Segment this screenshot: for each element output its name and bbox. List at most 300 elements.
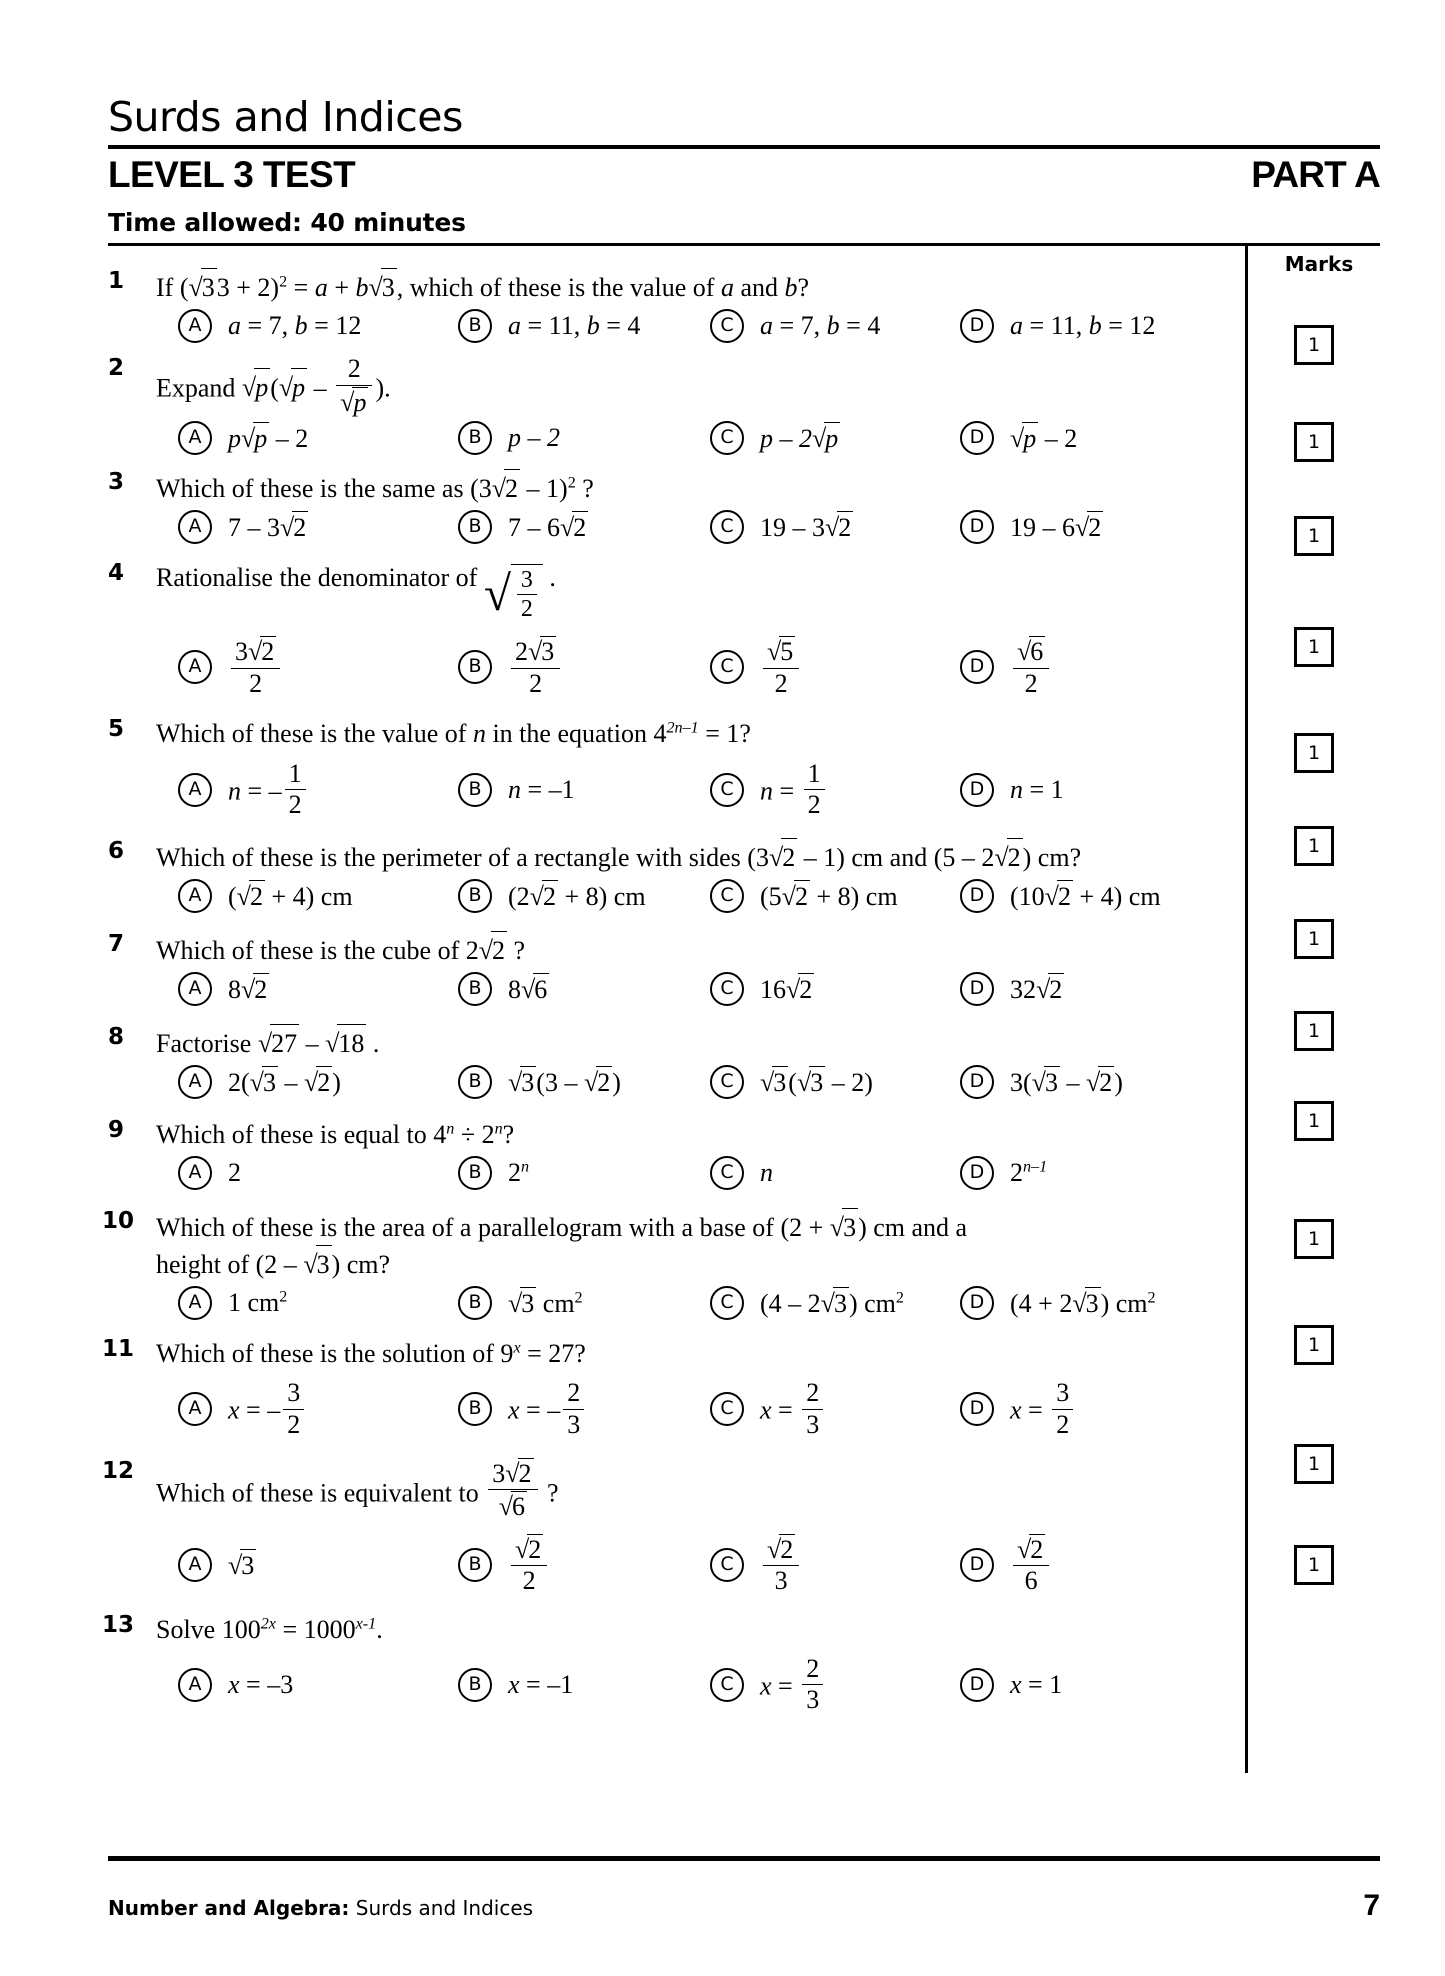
option-b-text: p – 2 [508,423,560,453]
question-text: Rationalise the denominator of √ $\frac{3}{2}$ . [156,563,556,623]
mark-box-q12[interactable]: 1 [1294,1444,1334,1484]
option-bubble-b[interactable]: B [458,1065,492,1099]
option-d-text: x = $\frac{3}{2}$ [1010,1379,1076,1439]
page-header [108,93,1380,246]
option-bubble-d[interactable]: D [960,1668,994,1702]
sqrt-icon: √2 [1044,881,1071,911]
sqrt-icon: √2 [241,974,268,1004]
option-c[interactable] [710,1065,960,1099]
q10-line1a: Which of these is the area of a parallelogram with a base of (2 + [156,1213,830,1243]
sqrt-icon: √2 [769,838,797,875]
option-bubble-a[interactable]: A [178,510,212,544]
sqrt-icon: √3 [249,1067,276,1097]
fraction: $\frac{2}{3}$ [802,1379,823,1439]
sqrt-icon: √3 [508,1067,535,1097]
option-a-text: a = 7, b = 12 [228,311,362,341]
option-a[interactable] [178,1286,458,1320]
option-c-text: a = 7, b = 4 [760,311,881,341]
option-b[interactable] [458,879,710,913]
fraction: $\frac{3}{2}$ [517,567,537,623]
option-bubble-c[interactable]: C [710,1548,744,1582]
question-text: Which of these is the area of a parallelogram with a base of (2 + √3) cm and a [152,1208,1245,1245]
option-bubble-b[interactable]: B [458,650,492,684]
sqrt-icon: √p [242,368,270,405]
q7-lead: Which of these is the cube of 2 [156,935,479,965]
mark-box-q2[interactable]: 1 [1294,422,1334,462]
option-c-text: x = $\frac{2}{3}$ [760,1655,826,1715]
option-d[interactable] [960,1065,1220,1099]
marks-column [1248,246,1380,1773]
option-a[interactable] [178,972,458,1006]
option-a[interactable] [178,879,458,913]
sqrt-icon: √2 [515,1534,542,1564]
option-b[interactable] [458,1534,710,1596]
option-a[interactable] [178,1065,458,1099]
option-a-text: (√2 + 4) cm [228,881,353,911]
option-bubble-d[interactable]: D [960,879,994,913]
mark-box-q13[interactable]: 1 [1294,1545,1334,1585]
mark-box-q1[interactable]: 1 [1294,325,1334,365]
question-5 [108,716,1245,819]
option-b[interactable] [458,309,710,343]
sqrt-icon: √27 [258,1024,299,1061]
question-3 [108,469,1245,544]
sqrt-icon: √6 [1017,637,1044,667]
option-b[interactable] [458,421,710,455]
option-d-text: 32√2 [1010,974,1063,1004]
question-number: 12 [102,1457,135,1484]
option-bubble-c[interactable]: C [710,879,744,913]
q1-text-a: If ( [156,273,189,303]
option-bubble-b[interactable]: B [458,309,492,343]
option-a-text: n = – $\frac{1}{2}$ [228,760,309,820]
option-b-text [508,1534,550,1596]
option-a[interactable] [178,510,458,544]
option-c[interactable] [710,1286,960,1320]
option-row [152,752,1245,820]
q3-lead: Which of these is the same as (3 [156,474,492,504]
option-c-text: x = $\frac{2}{3}$ [760,1379,826,1439]
option-bubble-d[interactable]: D [960,1065,994,1099]
option-a-text: 2 [228,1158,241,1188]
sqrt-icon: √2 [786,974,813,1004]
option-bubble-a[interactable]: A [178,879,212,913]
option-bubble-b[interactable]: B [458,972,492,1006]
option-row [152,875,1245,913]
mark-box-q3[interactable]: 1 [1294,516,1334,556]
q9-lead: Which of these is equal to 4 [156,1119,447,1149]
option-row [152,1522,1245,1596]
q1-text-c: = [287,273,315,303]
questions-column [102,246,1248,1773]
option-d-text: (4 + 2√3) $cm^2$ [1010,1289,1156,1319]
option-a[interactable] [178,421,458,455]
question-12 [102,1457,1245,1596]
sqrt-icon: √2 [479,931,507,968]
sqrt-icon: √2 [236,881,263,911]
option-bubble-c[interactable]: C [710,1286,744,1320]
option-b[interactable] [458,1655,710,1715]
sqrt-icon: √2 [529,881,556,911]
sqrt-icon: √2 [767,1534,794,1564]
option-bubble-c[interactable]: C [710,1392,744,1426]
sqrt-icon: √3 [1031,1067,1058,1097]
option-bubble-a[interactable]: A [178,773,212,807]
option-d-text: (10√2 + 4) cm [1010,881,1161,911]
fraction: $\frac{2}{√p}$ [336,355,372,417]
option-bubble-d[interactable]: D [960,421,994,455]
option-bubble-a[interactable]: A [178,1156,212,1190]
option-bubble-b[interactable]: B [458,421,492,455]
option-d[interactable] [960,1534,1220,1596]
option-bubble-d[interactable]: D [960,1286,994,1320]
option-c-text: (5√2 + 8) cm [760,881,898,911]
option-d[interactable] [960,972,1220,1006]
option-c[interactable] [710,1534,960,1596]
sqrt-icon: √6 [498,1492,526,1522]
question-1 [108,268,1245,343]
option-bubble-d[interactable]: D [960,972,994,1006]
sqrt-icon: √2 [1036,974,1063,1004]
q1-exp: 2 [279,273,288,291]
sqrt-icon: √2 [583,1067,611,1097]
fraction: $\frac{√2}{6}$ [1013,1534,1049,1596]
option-d-text: x = 1 [1010,1669,1063,1699]
question-text: Solve $100^{2x} = 1000^{x-1}$. [156,1614,383,1644]
option-row [152,1647,1245,1715]
fraction: $\frac{√6}{2}$ [1013,636,1049,698]
option-a-text: x = – $\frac{3}{2}$ [228,1379,307,1439]
question-2 [108,355,1245,455]
question-4 [108,560,1245,698]
sqrt-icon: √3 [830,1208,858,1245]
option-a-text: 1 $cm^2$ [228,1288,288,1318]
option-c[interactable] [710,1379,960,1439]
sqrt-icon: √2 [781,881,808,911]
sqrt-icon: √2 [1085,1067,1113,1097]
option-b[interactable] [458,1065,710,1099]
option-bubble-b[interactable]: B [458,879,492,913]
q8-lead: Factorise [156,1028,258,1058]
fraction: $\frac{2√3}{2}$ [511,636,560,698]
option-bubble-b[interactable]: B [458,1548,492,1582]
option-c-text: p – 2√p [760,424,839,454]
question-6 [108,838,1245,913]
option-b-text [508,636,563,698]
sqrt-icon: √2 [492,469,520,506]
option-bubble-d[interactable]: D [960,1548,994,1582]
option-row [152,417,1245,455]
sqrt-icon: √18 [325,1024,366,1061]
option-b-text: a = 11, b = 4 [508,311,641,341]
option-bubble-b[interactable]: B [458,773,492,807]
mark-box-q10[interactable]: 1 [1294,1219,1334,1259]
sqrt-icon: √2 [994,838,1022,875]
option-a-text: p√p – 2 [228,424,309,454]
q1-var-b2: b [784,273,798,303]
option-d-text: √p – 2 [1010,424,1078,454]
mark-box-q6[interactable]: 1 [1294,826,1334,866]
option-b-text: √3(3 – √2) [508,1067,621,1097]
q1-var-b: b [355,273,369,303]
option-d[interactable] [960,1286,1220,1320]
sqrt-icon: √p [241,424,268,454]
question-text [152,268,1245,305]
sqrt-icon: √2 [248,637,275,667]
fraction: $\frac{3√2}{√6}$ [488,1458,537,1522]
option-d[interactable] [960,1156,1220,1190]
sqrt-icon: √p [1010,424,1037,454]
option-b[interactable] [458,1379,710,1439]
q10-line2a: height of (2 – [156,1250,304,1280]
sqrt-icon: √5 [767,637,794,667]
question-7 [108,931,1245,1006]
question-text: Which of these is the value of n in the equation $4^{2n-1} = 1$? [156,719,751,749]
sqrt-icon: √3 [528,637,555,667]
option-c[interactable] [710,636,960,698]
option-a-text: 7 – 3√2 [228,513,307,543]
question-number: 4 [108,560,125,587]
question-13 [102,1611,1245,1715]
q2-lead: Expand [156,373,242,403]
option-bubble-d[interactable]: D [960,773,994,807]
option-d[interactable] [960,309,1220,343]
question-number: 1 [108,268,125,295]
time-allowed-label: Time allowed: 40 minutes [108,208,466,238]
sqrt-icon: √p [279,368,307,405]
option-c-text: √3(√3 – 2) [760,1067,873,1097]
q1-text-i: and [733,273,785,303]
mark-box-q9[interactable]: 1 [1294,1101,1334,1141]
option-b-text: √3 $cm^2$ [508,1289,583,1319]
level-label: LEVEL 3 TEST [108,154,356,196]
option-d[interactable] [960,1379,1220,1439]
sqrt-icon: √p [340,387,367,417]
sqrt-icon: √3 [820,1289,847,1319]
option-bubble-a[interactable]: A [178,421,212,455]
option-b[interactable] [458,1156,710,1190]
option-a[interactable] [178,636,458,698]
page-title: Surds and Indices [108,93,463,141]
option-c[interactable] [710,1156,960,1190]
option-bubble-c[interactable]: C [710,773,744,807]
fraction: $\frac{1}{2}$ [285,760,306,820]
level-row [108,149,1380,196]
footer-topic-label: Surds and Indices [349,1896,534,1920]
option-b[interactable] [458,510,710,544]
option-bubble-d[interactable]: D [960,309,994,343]
q1-var-a: a [314,273,328,303]
question-text: Which of these is the cube of 2√2 ? [152,931,1245,968]
option-d[interactable] [960,510,1220,544]
option-bubble-b[interactable]: B [458,1392,492,1426]
option-a[interactable] [178,1534,458,1596]
sqrt-icon: √2 [1017,1534,1044,1564]
option-d[interactable] [960,1655,1220,1715]
sqrt-icon: √2 [825,513,852,543]
q13-lead: Solve 100 [156,1614,261,1644]
option-c[interactable] [710,309,960,343]
option-c[interactable] [710,879,960,913]
option-a-text: x = –3 [228,1669,294,1699]
option-c-text [760,636,802,698]
option-d-text: 19 – 6√2 [1010,513,1102,543]
fraction: $\frac{2}{3}$ [563,1379,584,1439]
option-bubble-c[interactable]: C [710,1668,744,1702]
option-d-text: 2$^{n-1}$ [1010,1158,1048,1188]
footer-strand [108,1896,533,1920]
option-bubble-d[interactable]: D [960,1392,994,1426]
sqrt-icon: √2 [280,513,307,543]
sqrt-icon: √3 [303,1245,331,1282]
sqrt-icon: √3 [508,1289,535,1319]
option-d[interactable] [960,421,1220,455]
option-bubble-a[interactable]: A [178,1286,212,1320]
sqrt-icon: √2 [1075,513,1102,543]
option-d-text: 3(√3 – √2) [1010,1067,1123,1097]
option-b-text: x = –1 [508,1669,574,1699]
option-a[interactable] [178,1655,458,1715]
option-bubble-c[interactable]: C [710,421,744,455]
mark-box-q4[interactable]: 1 [1294,627,1334,667]
question-text: Factorise √27 – √18 . [152,1024,1245,1061]
option-b-text: n = –1 [508,774,575,804]
footer-strand-label: Number and Algebra: [108,1896,350,1920]
option-c-text: (4 – 2√3) $cm^2$ [760,1289,904,1319]
option-bubble-a[interactable]: A [178,309,212,343]
page-content [102,93,1380,1773]
option-b-text: 7 – 6√2 [508,513,587,543]
option-d[interactable] [960,879,1220,913]
fraction: $\frac{2}{3}$ [802,1655,823,1715]
option-bubble-a[interactable]: A [178,1392,212,1426]
option-bubble-b[interactable]: B [458,1286,492,1320]
option-b[interactable] [458,636,710,698]
option-bubble-a[interactable]: A [178,1668,212,1702]
option-row [152,305,1245,343]
option-row [152,506,1245,544]
question-number: 13 [102,1611,135,1638]
sqrt-icon: √3 [796,1067,824,1097]
option-b[interactable] [458,760,710,820]
option-row [152,1282,1245,1320]
option-d-text [1010,1534,1052,1596]
option-bubble-a[interactable]: A [178,1065,212,1099]
sqrt-icon: √3 [228,1550,255,1580]
option-c-text: 19 – 3√2 [760,513,852,543]
option-c[interactable] [710,760,960,820]
question-text: Which of these is the solution of $9^x = 27$? [156,1339,586,1369]
mark-box-q11[interactable]: 1 [1294,1325,1334,1365]
fraction: $\frac{3}{2}$ [283,1379,304,1439]
option-row [152,968,1245,1006]
option-bubble-d[interactable]: D [960,1156,994,1190]
mark-box-q7[interactable]: 1 [1294,919,1334,959]
question-number: 8 [108,1023,125,1050]
option-a[interactable] [178,1379,458,1439]
question-number: 3 [108,469,125,496]
q11-lead: Which of these is the solution of 9 [156,1339,514,1369]
fraction: $\frac{√2}{3}$ [763,1534,799,1596]
option-c[interactable] [710,421,960,455]
option-a-text [228,636,283,698]
question-text: Which of these is the perimeter of a rectangle with sides (3√2 – 1) cm and (5 – 2√2) cm? [152,838,1245,875]
option-a[interactable] [178,1156,458,1190]
option-c-text: n = $\frac{1}{2}$ [760,760,828,820]
question-text: Which of these is equal to $4^n \div 2^n$? [156,1119,515,1149]
fraction: $\frac{√2}{2}$ [511,1534,547,1596]
option-b[interactable] [458,972,710,1006]
q1-text-b: 3 + 2) [216,273,280,303]
question-text: Which of these is the same as (3√2 – 1)$^2$ ? [152,469,1245,506]
q12-lead: Which of these is equivalent to [156,1477,486,1507]
option-bubble-c[interactable]: C [710,650,744,684]
sqrt-icon: √3 [760,1067,787,1097]
option-bubble-a[interactable]: A [178,1548,212,1582]
option-d[interactable] [960,760,1220,820]
fraction: $\frac{1}{2}$ [804,760,825,820]
mark-box-q8[interactable]: 1 [1294,1011,1334,1051]
q1-text-g: , which of these is the value of [396,273,721,303]
option-bubble-c[interactable]: C [710,1156,744,1190]
fraction: $\frac{3}{2}$ [1052,1379,1073,1439]
option-bubble-a[interactable]: A [178,972,212,1006]
test-body [102,246,1380,1773]
option-b-text: 8√6 [508,974,548,1004]
option-a[interactable] [178,309,458,343]
option-row [152,626,1245,698]
sqrt-icon: √2 [560,513,587,543]
option-bubble-d[interactable]: D [960,510,994,544]
sqrt-icon: √6 [521,974,548,1004]
option-b-text: 2$^n$ [508,1158,530,1188]
q1-text-e: + [327,273,356,303]
page-number: 7 [1363,1889,1380,1922]
option-a[interactable] [178,760,458,820]
question-number: 2 [108,355,125,382]
question-10 [102,1208,1245,1320]
option-d-text: n = 1 [1010,774,1064,804]
sqrt-icon: √3 [369,268,397,305]
option-c-text: 16√2 [760,974,813,1004]
option-row [152,1061,1245,1099]
option-bubble-c[interactable]: C [710,309,744,343]
part-label: PART A [1251,154,1380,196]
option-c[interactable] [710,510,960,544]
option-bubble-b[interactable]: B [458,510,492,544]
option-b[interactable] [458,1286,710,1320]
option-bubble-d[interactable]: D [960,650,994,684]
option-bubble-b[interactable]: B [458,1156,492,1190]
option-c[interactable] [710,1655,960,1715]
mark-box-q5[interactable]: 1 [1294,733,1334,773]
option-d[interactable] [960,636,1220,698]
option-bubble-c[interactable]: C [710,1065,744,1099]
option-c-text: n [760,1158,773,1188]
option-bubble-c[interactable]: C [710,510,744,544]
option-bubble-c[interactable]: C [710,972,744,1006]
question-9 [108,1117,1245,1190]
marks-header: Marks [1284,252,1354,277]
question-number: 5 [108,716,125,743]
option-row [152,1152,1245,1190]
fraction: $\frac{√5}{2}$ [763,636,799,698]
option-bubble-b[interactable]: B [458,1668,492,1702]
sqrt-icon: √3 [188,268,216,305]
option-c[interactable] [710,972,960,1006]
option-d-text: a = 11, b = 12 [1010,311,1156,341]
option-bubble-a[interactable]: A [178,650,212,684]
